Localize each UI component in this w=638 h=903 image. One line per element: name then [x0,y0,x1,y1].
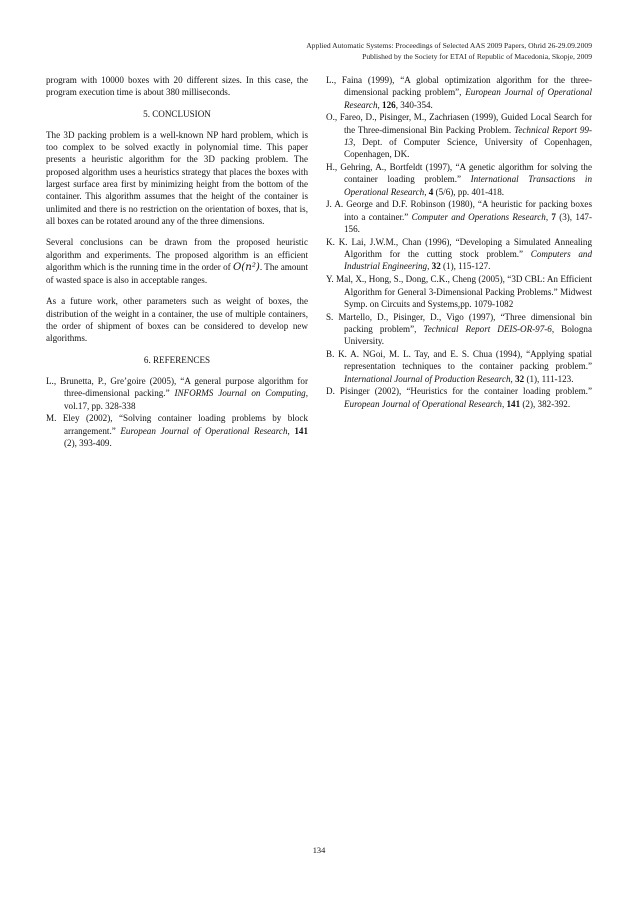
ref-text: S. Martello, D., Pisinger, D., Vigo (1997), “Three dimensional bin packing problem”, [326,311,592,334]
header-line-1: Applied Automatic Systems: Proceedings of Selected AAS 2009 Papers, Ohrid 26-29.09.2009 [306,41,592,50]
reference-item [46,412,308,449]
ref-text: , 340-354. [395,99,433,110]
reference-list-right [326,74,592,410]
section-heading-references: 6. REFERENCES [143,354,211,365]
reference-item [326,311,592,348]
ref-source: Technical Report 99-13 [344,124,592,147]
ref-volume: 141 [506,398,521,409]
ref-source: International Transactions in Operational Research [344,174,593,197]
ref-source: European Journal of Operational Research [344,398,502,409]
ref-text: (1), 111-123. [524,373,574,384]
reference-item [326,348,592,385]
ref-text: K. K. Lai, J.W.M., Chan (1996), “Developing a Simulated Annealing Algorithm for the cutting stock problem.” [326,236,592,260]
ref-text: , Bologna University. [344,323,592,347]
reference-item [326,111,592,160]
text-run: Several conclusions can be drawn from the proposed heuristic algorithm and experiments. The proposed algorithm is an efficient algorithm which is the running time in the order of [46,237,308,272]
ref-text: B. K. A. NGoi, M. L. Tay, and E. S. Chua (1994), “Applying spatial representation techniques to the container packing problem.” [326,349,592,372]
ref-source: International Journal of Production Research [344,373,511,384]
ref-source: INFORMS Journal on Computing [174,388,306,399]
ref-volume: 32 [431,261,441,272]
ref-volume: 141 [294,425,309,436]
ref-text: Y. Mal, X., Hong, S., Dong, C.K., Cheng (2005), “3D CBL: An Efficient Algorithm for General 3-Dimensional Packing Problems.” Midwest Symp. on Circuits and Systems,pp. 1079-1082 [326,274,592,309]
paragraph-results: program with 10000 boxes with 20 different sizes. In this case, the program execution time is about 380 milliseconds. [46,75,308,98]
page-number: 134 [312,846,326,855]
running-header [172,40,592,62]
complexity-formula: O(n²) [232,261,260,273]
reference-item [46,375,308,412]
ref-text: (2), 393-409. [64,437,112,448]
ref-text: J. A. George and D.F. Robinson (1980), “A heuristic for packing boxes into a container.” [326,199,592,222]
ref-source: Computers and Industrial Engineering [344,249,593,272]
ref-source: European Journal of Operational Research [120,425,288,436]
ref-text: L., Brunetta, P., Gre’goire (2005), “A general purpose algorithm for three-dimensional packing.” [46,375,308,399]
reference-item [326,198,592,235]
ref-text: M. Eley (2002), “Solving container loading problems by block arrangement.” [46,413,308,436]
paragraph-conclusion-1: The 3D packing problem is a well-known NP hard problem, which is too complex to be solved exactly in polynomial time. This paper presents a heuristic algorithm for the 3D packing problem. The proposed algorithm uses a heuristics strategy that places the boxes with largest surface area first by minimizing height from the bottom of the container. This algorithm assumes that the height of the container is unlimited and there is no restriction on the orientation of boxes, that is, all boxes can be rotated around any of the three dimensions. [46,129,308,226]
ref-text: O., Fareo, D., Pisinger, M., Zachriasen (1999), Guided Local Search for the Three-dimensional Bin Packing Problem. [326,112,592,135]
paragraph-future-work: As a future work, other parameters such as weight of boxes, the distribution of the weight in a container, the use of multiple containers, the order of shipment of boxes can be considered to develop new algorithms. [46,296,308,344]
ref-text: , [427,261,432,272]
ref-source: Technical Report DEIS-OR-97-6 [423,323,552,334]
text-run: . The amount of wasted space is also in acceptable ranges. [46,261,308,286]
ref-volume: 4 [428,186,434,197]
ref-text: , [377,99,383,110]
ref-text: , [424,186,429,197]
ref-text: (2), 382-392. [520,398,571,409]
ref-source: European Journal of Operational Research [344,87,592,110]
ref-text: , [501,398,507,409]
ref-volume: 126 [382,99,396,110]
ref-text: , vol.17, pp. 328-338 [64,388,308,411]
ref-text: , [510,373,516,384]
section-heading-conclusion: 5. CONCLUSION [143,108,211,119]
ref-text: , [287,425,295,436]
right-column [326,74,592,411]
ref-text: D. Pisinger (2002), “Heuristics for the container loading problem.” [326,386,592,397]
ref-text: H., Gehring, A., Bortfeldt (1997), “A genetic algorithm for solving the container loading problem.” [326,162,592,185]
ref-volume: 7 [551,211,556,222]
ref-text: , [545,211,552,222]
reference-list-left [46,375,308,449]
ref-text: (3), 147-156. [344,211,593,235]
ref-source: Computer and Operations Research [411,211,546,222]
reference-item [326,385,592,410]
reference-item [326,273,592,310]
reference-item [326,236,592,273]
header-line-2: Published by the Society for ETAI of Republic of Macedonia, Skopje, 2009 [362,52,592,61]
ref-text: (1), 115-127. [440,261,491,272]
reference-item [326,74,592,111]
ref-volume: 32 [515,373,525,384]
ref-text: L., Faina (1999), “A global optimization algorithm for the three-dimensional packing problem”, [326,75,592,98]
ref-text: (5/6), pp. 401-418. [433,186,505,197]
left-column [46,74,308,450]
ref-text: , Dept. of Computer Science, University of Copenhagen, Copenhagen, DK. [344,136,592,160]
paragraph-conclusion-2 [46,236,308,286]
reference-item [326,161,592,198]
